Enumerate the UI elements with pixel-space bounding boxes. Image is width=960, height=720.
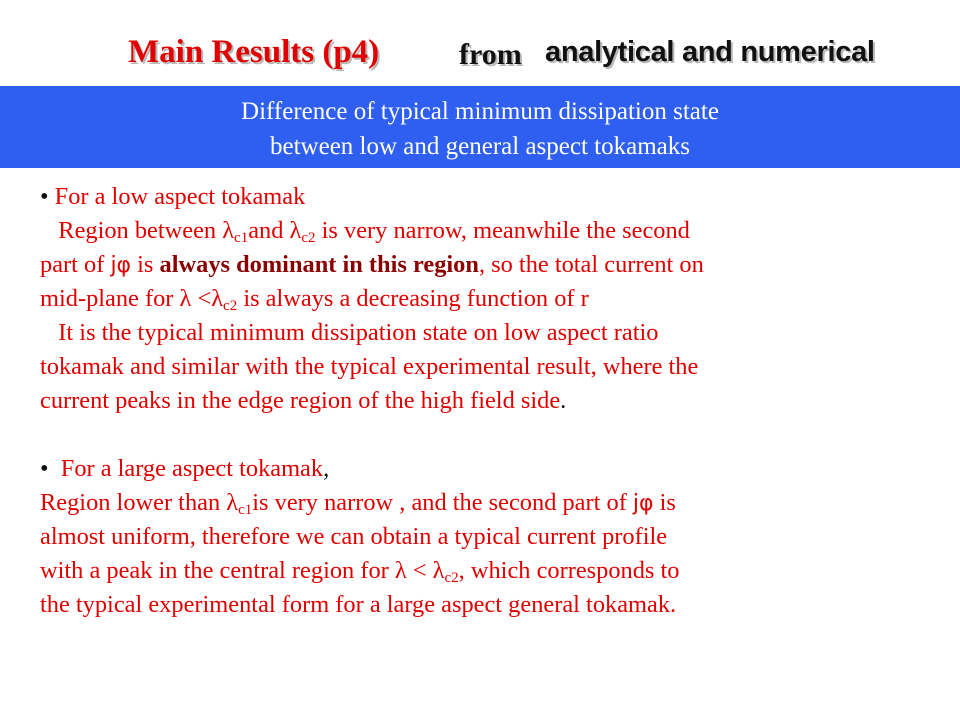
- slide-title: [0, 34, 960, 78]
- large-line-5: the typical experimental form for a large aspect general tokamak.: [40, 591, 677, 618]
- j-phi-symbol: jφ: [110, 253, 132, 278]
- title-main: Main Results (p4): [128, 34, 380, 70]
- bullet: •: [40, 183, 49, 210]
- banner-line-1: Difference of typical minimum dissipation state: [241, 98, 719, 125]
- dominant-emphasis: always dominant in this region: [159, 251, 479, 278]
- low-line-5: It is the typical minimum dissipation state on low aspect ratio: [58, 319, 659, 346]
- large-line-4: with a peak in the central region for $\lambda < \lambda_{c2}$, which corresponds to: [40, 557, 680, 586]
- subtitle-banner: [0, 86, 960, 168]
- low-line-3: part of jφ is always dominant in this region, so the total current on: [40, 251, 704, 278]
- low-line-2: Region between $\lambda_{c1}and$ $\lambda_{c2}$ is very narrow, meanwhile the second: [58, 217, 690, 246]
- low-heading: For a low aspect tokamak: [54, 183, 306, 210]
- low-line-6: tokamak and similar with the typical experimental result, where the: [40, 353, 699, 380]
- low-line-4: mid-plane for $\lambda <\lambda_{c2}$ is always a decreasing function of r: [40, 285, 589, 314]
- bullet: •: [40, 455, 49, 482]
- j-phi-symbol: jφ: [632, 491, 654, 516]
- banner-line-2: between low and general aspect tokamaks: [270, 133, 690, 160]
- low-line-7: current peaks in the edge region of the high field side.: [40, 387, 567, 414]
- title-rest: analytical and numerical: [545, 36, 875, 68]
- large-line-3: almost uniform, therefore we can obtain a typical current profile: [40, 523, 668, 550]
- large-line-2: Region lower than $\lambda_{c1}is$ very narrow , and the second part of jφ is: [40, 489, 676, 518]
- large-heading: For a large aspect tokamak: [60, 455, 324, 482]
- low-heading-line: [40, 180, 930, 214]
- large-heading-line: • For a large aspect tokamak,: [40, 455, 330, 482]
- title-from: from: [459, 38, 522, 71]
- slide-body: [40, 180, 930, 622]
